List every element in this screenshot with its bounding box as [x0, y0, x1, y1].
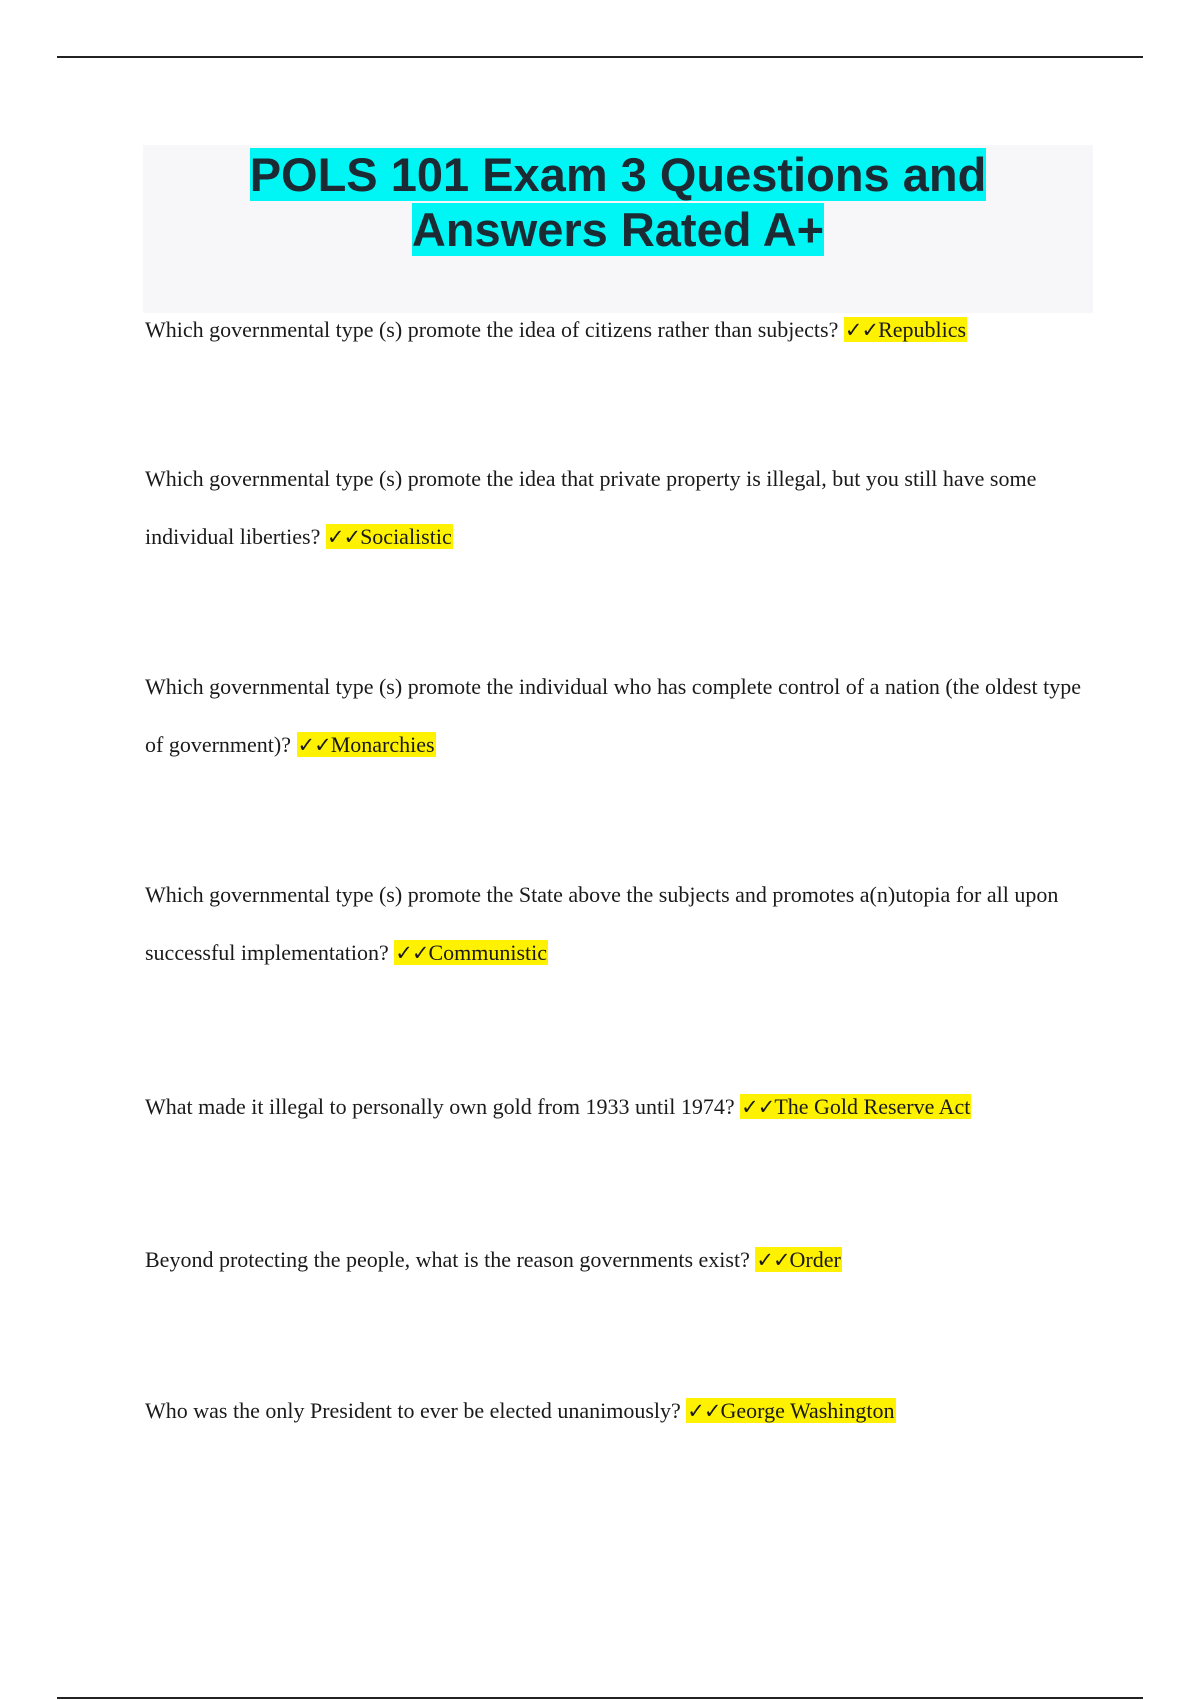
title-line-1: POLS 101 Exam 3 Questions and	[249, 148, 987, 201]
answer-highlight	[394, 940, 548, 965]
document-title	[143, 145, 1093, 257]
footer-rule	[57, 1697, 1143, 1699]
answer-highlight	[844, 317, 967, 342]
qa-item-1	[145, 301, 1085, 359]
double-check-icon: ✓✓	[844, 318, 879, 342]
question-text: Which governmental type (s) promote the State above the subjects and promotes a(n)utopia for all upon successful implementation?	[145, 882, 1059, 965]
question-text: Beyond protecting the people, what is the reason governments exist?	[145, 1247, 750, 1272]
question-text: Who was the only President to ever be elected unanimously?	[145, 1398, 681, 1423]
double-check-icon: ✓✓	[297, 733, 331, 757]
answer-text: Communistic	[428, 940, 548, 965]
answer-highlight	[297, 732, 436, 757]
title-line-2: Answers Rated A+	[411, 203, 825, 256]
qa-item-5	[145, 1078, 1085, 1136]
qa-item-4	[145, 866, 1085, 982]
qa-item-7	[145, 1382, 1085, 1440]
double-check-icon: ✓✓	[687, 1399, 721, 1423]
answer-highlight	[755, 1247, 842, 1272]
double-check-icon: ✓✓	[741, 1095, 775, 1119]
qa-item-6	[145, 1231, 1085, 1289]
answer-highlight	[686, 1398, 895, 1423]
title-block	[143, 145, 1093, 313]
answer-highlight	[740, 1094, 971, 1119]
question-text: Which governmental type (s) promote the idea of citizens rather than subjects?	[145, 317, 839, 342]
question-text: Which governmental type (s) promote the idea that private property is illegal, but you still have some individual liberties?	[145, 466, 1037, 549]
question-text: What made it illegal to personally own gold from 1933 until 1974?	[145, 1094, 735, 1119]
answer-text: Monarchies	[330, 732, 435, 757]
double-check-icon: ✓✓	[756, 1248, 790, 1272]
answer-text: George Washington	[720, 1398, 895, 1423]
answer-text: Republics	[878, 317, 967, 342]
answer-highlight	[326, 524, 453, 549]
question-text: Which governmental type (s) promote the individual who has complete control of a nation (the oldest type of government)?	[145, 674, 1081, 757]
header-rule	[57, 56, 1143, 58]
answer-text: Socialistic	[360, 524, 452, 549]
double-check-icon: ✓✓	[395, 941, 429, 965]
answer-text: The Gold Reserve Act	[774, 1094, 971, 1119]
answer-text: Order	[789, 1247, 841, 1272]
double-check-icon: ✓✓	[326, 525, 361, 549]
qa-item-3	[145, 658, 1085, 774]
qa-item-2	[145, 450, 1085, 566]
